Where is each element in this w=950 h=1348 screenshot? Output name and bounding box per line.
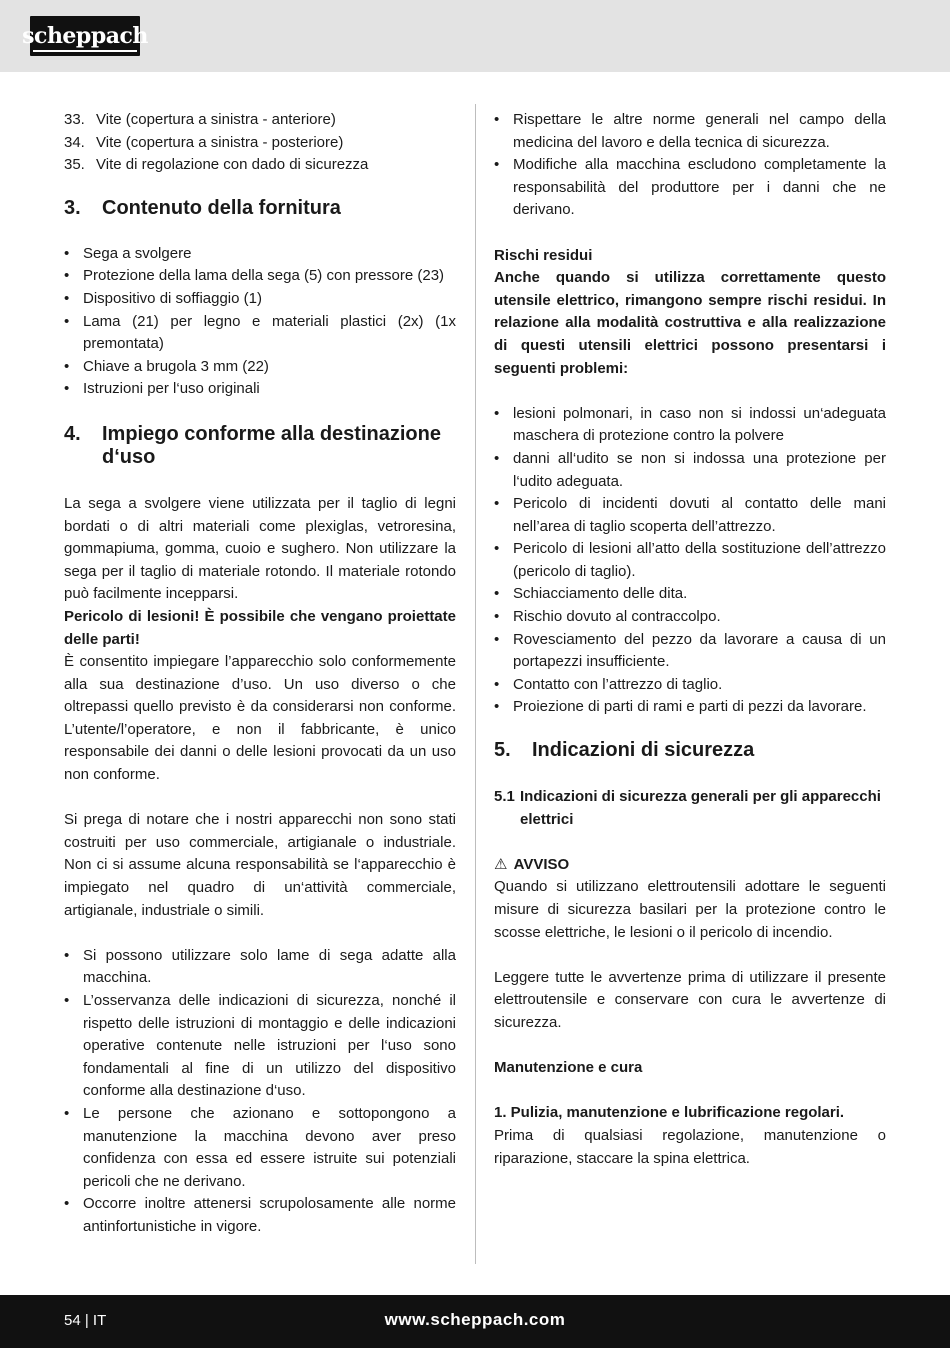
page-number: 54 | IT [64,1312,107,1329]
list-item: • Rischio dovuto al contraccolpo. [494,606,886,629]
list-item: • Chiave a brugola 3 mm (22) [64,356,456,379]
section-3-heading [64,197,456,220]
list-item: • Sega a svolgere [64,243,456,266]
list-item: • Rispettare le altre norme generali nel campo della medicina del lavoro e della tecnica di sicurezza. [494,109,886,154]
list-item: • Si possono utilizzare solo lame di sega adatte alla macchina. [64,945,456,990]
section-5-heading [494,739,886,762]
list-item: • Protezione della lama della sega (5) con pressore (23) [64,265,456,288]
list-item: • lesioni polmonari, in caso non si indossi un‘adeguata maschera di protezione contro la polvere [494,403,886,448]
list-item: • Le persone che azionano e sottopongono a manutenzione la macchina devono aver preso confidenza con essa ed essere istruite sui potenziali pericoli che ne derivano. [64,1103,456,1193]
warning-label: AVVISO [513,855,570,873]
list-item: • Istruzioni per l‘uso originali [64,378,456,401]
item-number: 33. [64,111,85,128]
list-item: • Rovesciamento del pezzo da lavorare a causa di un portapezzi insufficiente. [494,629,886,674]
safety-paragraph: Leggere tutte le avvertenze prima di utilizzare il presente elettroutensile e conservare con cura le avvertenze di sicurezza. [494,968,886,1031]
residual-risks-title: Rischi residui [494,246,593,264]
logo-text: scheppach [22,23,148,49]
section-number: 4. [64,422,81,445]
intended-use-list [64,945,456,1239]
section-4-heading [64,423,456,469]
maintenance-item-text: Prima di qualsiasi regolazione, manutenzione o riparazione, staccare la spina elettrica. [494,1126,886,1167]
list-item: • Pericolo di incidenti dovuti al contatto delle mani nell’area di taglio scoperta dell’attrezzo. [494,493,886,538]
item-text: Vite (copertura a sinistra - posteriore) [96,133,344,151]
section-number: 3. [64,196,81,219]
list-item: • Modifiche alla macchina escludono completamente la responsabilità del produttore per i danni che ne derivano. [494,154,886,222]
commercial-use-paragraph: Si prega di notare che i nostri apparecchi non sono stati costruiti per uso commerciale, artigianale o industriale. Non ci si assume alcuna responsabilità se l‘apparecchio è impiegato nel quadro di un‘attività commerciale, artigianale, industriale o simili. [64,811,456,919]
list-item: • Contatto con l’attrezzo di taglio. [494,674,886,697]
list-item: • Dispositivo di soffiaggio (1) [64,288,456,311]
right-column [494,109,886,1170]
list-item: • Pericolo di lesioni all’atto della sostituzione dell’attrezzo (pericolo di taglio). [494,538,886,583]
list-item: • Lama (21) per legno e materiali plastici (2x) (1x premontata) [64,311,456,356]
safety-paragraph: Quando si utilizzano elettroutensili adottare le seguenti misure di sicurezza basilari per la protezione contro le scosse elettriche, le lesioni o il pericolo di incendio. [494,878,886,941]
delivery-contents-list [64,243,456,401]
subsection-5-1-heading [494,786,886,831]
item-text: Vite di regolazione con dado di sicurezza [96,156,369,174]
left-column [64,109,456,1239]
list-item: • danni all‘udito se non si indossa una protezione per l‘udito adeguata. [494,448,886,493]
injury-warning: Pericolo di lesioni! È possibile che vengano proiettate delle parti! [64,607,456,648]
parts-list-item [64,132,456,155]
item-text: Vite (copertura a sinistra - anteriore) [96,111,336,128]
item-number: 35. [64,156,85,174]
subsection-number: 5.1 [494,788,515,806]
residual-risks-intro: Anche quando si utilizza correttamente questo utensile elettrico, rimangono sempre rischi residui. In relazione alla modalità costruttiva e alla realizzazione di questi utensili elettrici possono presentarsi i seguenti problemi: [494,269,886,377]
parts-list [64,109,456,177]
column-divider [475,104,476,1264]
list-item: • L’osservanza delle indicazioni di sicurezza, nonché il rispetto delle istruzioni di montaggio e delle indicazioni operative contenute nelle istruzioni per l‘uso sono fondamentali al fine di un utilizzo del dispositivo conforme alla destinazione d‘uso. [64,990,456,1103]
website-url: www.scheppach.com [384,1310,566,1329]
section-title: Indicazioni di sicurezza [532,739,755,762]
maintenance-item-title: 1. Pulizia, manutenzione e lubrificazione regolari. [494,1104,845,1122]
list-item: • Occorre inoltre attenersi scrupolosamente alle norme antinfortunistiche in vigore. [64,1193,456,1238]
header-band [0,0,950,72]
item-number: 34. [64,133,85,151]
intended-use-paragraph: La sega a svolgere viene utilizzata per il taglio di legni bordati o di altri materiali come plexiglas, vetroresina, gommapiuma, gomma, cuoio e sughero. Non utilizzare la sega per il taglio di materiale rotondo. Il materiale rotondo può facilmente incepparsi. [64,494,456,603]
section-title: Impiego conforme alla destinazione d‘uso [102,422,441,468]
intended-use-paragraph: È consentito impiegare l’apparecchio solo conformemente alla sua destinazione d’uso. Un uso diverso o che oltrepassi quello previsto è da considerarsi non conforme. L’utente/l’operatore, e non il fabbricante, è unico responsabile dei danni o delle lesioni provocati da un uso non conforme. [64,653,456,784]
section-title: Contenuto della fornitura [102,196,341,219]
section-number: 5. [494,739,511,762]
list-item: • Proiezione di parti di rami e parti di pezzi da lavorare. [494,696,886,719]
parts-list-item [64,154,456,177]
warning-triangle-icon: ⚠ [494,855,508,873]
general-rules-list [494,109,886,222]
footer-bar [0,1295,950,1348]
warning-label-row [494,854,886,877]
maintenance-title: Manutenzione e cura [494,1059,643,1077]
residual-risks-list [494,403,886,719]
list-item: • Schiacciamento delle dita. [494,583,886,606]
subsection-title: Indicazioni di sicurezza generali per gli apparecchi elettrici [520,788,881,828]
brand-logo [22,16,148,56]
parts-list-item [64,109,456,132]
